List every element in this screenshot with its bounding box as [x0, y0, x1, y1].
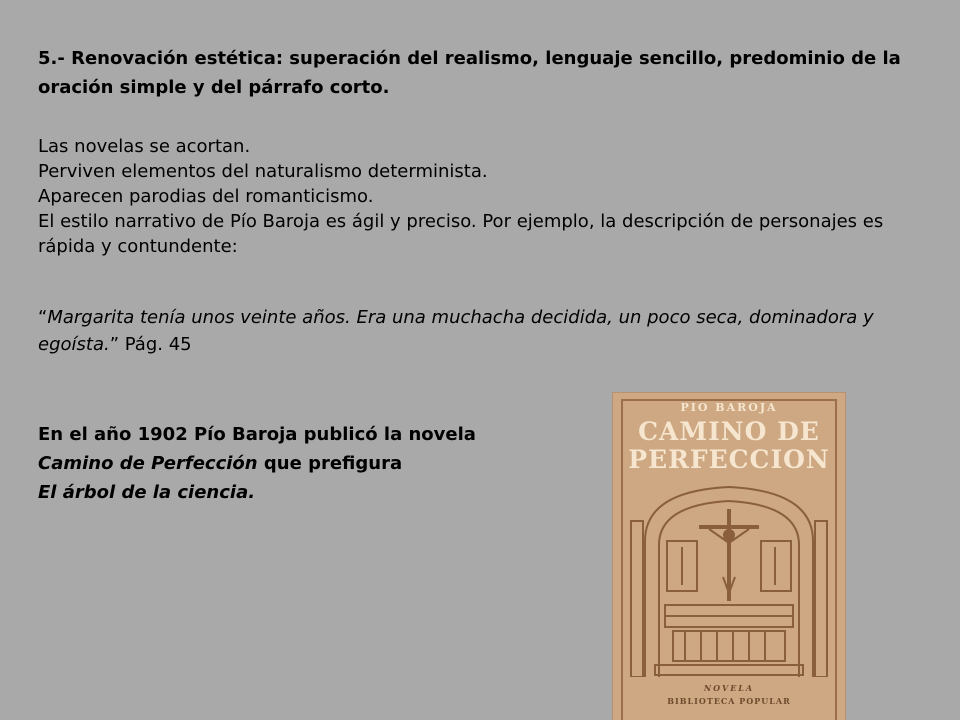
- second-novel-title-italic: El árbol de la ciencia.: [38, 482, 256, 503]
- cover-title-line-1: CAMINO DE: [638, 417, 820, 446]
- cover-title-line-2: PERFECCION: [628, 445, 830, 474]
- slide-heading: 5.- Renovación estética: superación del realismo, lenguaje sencillo, predominio de la oración simple y del párrafo corto.: [38, 48, 901, 98]
- quote-paragraph: [38, 304, 928, 358]
- book-cover-image: [613, 393, 845, 720]
- publication-note: [38, 420, 508, 507]
- cover-series-line-1: NOVELA: [703, 683, 755, 693]
- cover-author: PIO BAROJA: [680, 401, 778, 414]
- quote-open-mark: “: [38, 307, 48, 328]
- body-line-4: El estilo narrativo de Pío Baroja es ágil y preciso. Por ejemplo, la descripción de personajes es rápida y contundente:: [38, 211, 884, 257]
- publication-line-1: En el año 1902 Pío Baroja publicó la novela: [38, 424, 476, 445]
- body-line-1: Las novelas se acortan.: [38, 136, 251, 157]
- body-line-3: Aparecen parodias del romanticismo.: [38, 186, 374, 207]
- cover-series-line-2: BIBLIOTECA POPULAR: [667, 696, 791, 706]
- novel-title-italic: Camino de Perfección: [38, 453, 258, 474]
- quote-page-ref: Pág. 45: [119, 334, 192, 355]
- quote-text: Margarita tenía unos veinte años. Era una muchacha decidida, un poco seca, dominadora y egoísta.: [38, 307, 874, 355]
- publication-line-2: [38, 449, 508, 478]
- publication-line-3: [38, 478, 508, 507]
- cover-altarpiece-illustration: [625, 481, 833, 677]
- publication-line-2-rest: que prefigura: [257, 453, 403, 474]
- body-text: [38, 134, 928, 259]
- body-line-2: Perviven elementos del naturalismo determinista.: [38, 161, 488, 182]
- quote-close-mark: ”: [109, 334, 120, 355]
